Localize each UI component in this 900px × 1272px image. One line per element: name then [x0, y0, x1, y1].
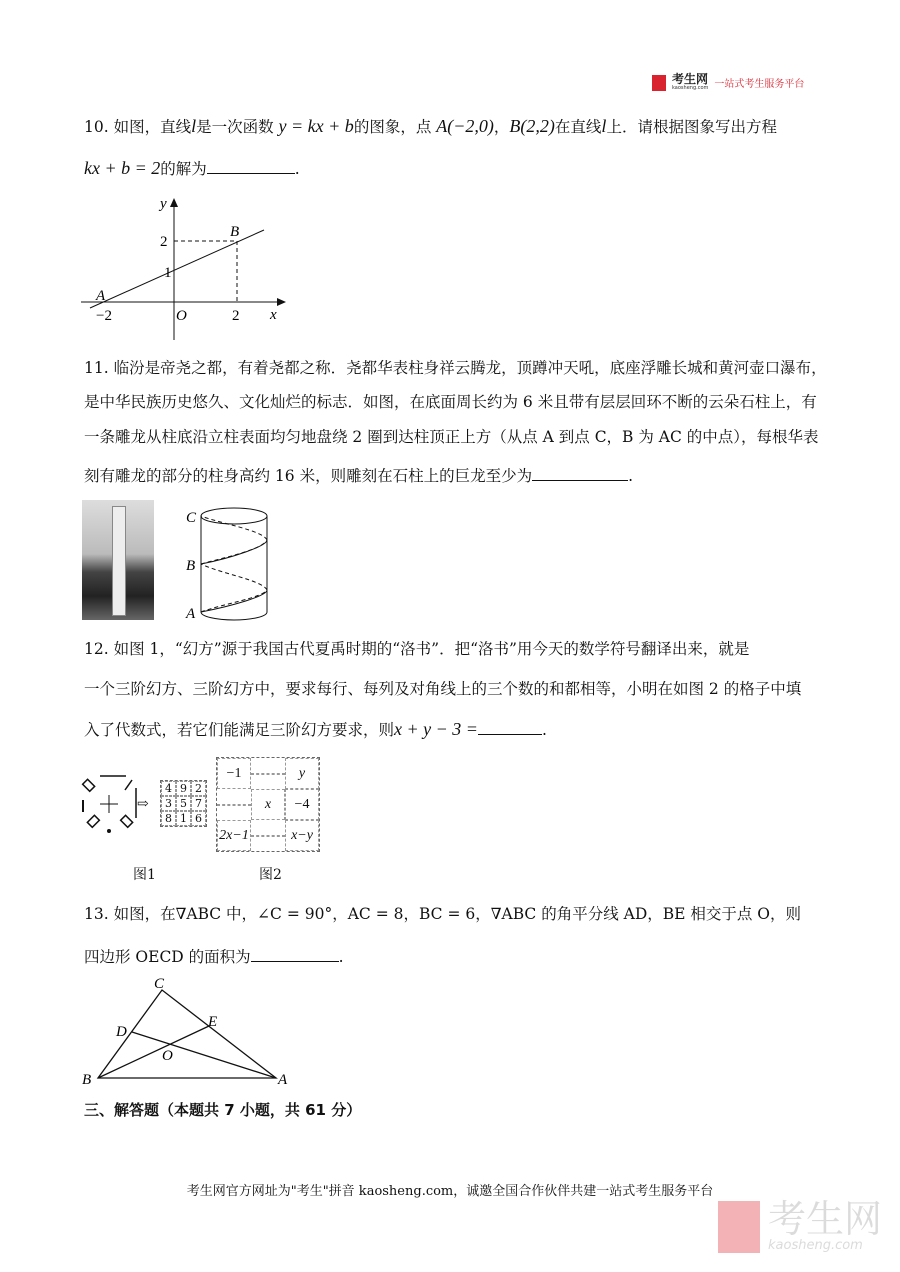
q10-text: 的图象，点: [353, 118, 432, 136]
watermark-domain: kaosheng.com: [768, 1238, 863, 1253]
q13-end: .: [338, 948, 344, 966]
q13-line2: [84, 947, 344, 967]
grid2-cell: −4: [285, 789, 319, 820]
pillar-shape: [112, 506, 126, 616]
label-c: C: [186, 510, 197, 526]
watermark-logo-icon: [718, 1201, 760, 1253]
q10-line1: [84, 116, 777, 137]
label-a: A: [186, 606, 196, 622]
watermark: [718, 1197, 883, 1253]
grid1-cell: 4: [161, 781, 176, 796]
grid2-cell: x: [251, 789, 285, 820]
logo-domain: kaosheng.com: [672, 85, 709, 91]
grid1-cell: 5: [176, 796, 191, 811]
grid1-cell: 3: [161, 796, 176, 811]
fig1-caption: 图1: [133, 867, 156, 883]
tick-neg2: −2: [96, 308, 112, 324]
q10-point-a: A(−2,0): [436, 116, 494, 136]
dashed-guides: [174, 241, 237, 302]
q10-graph: [78, 192, 293, 342]
q10-text: 在直线: [554, 118, 602, 136]
q11-line: 是中华民族历史悠久、文化灿烂的标志．如图，在底面周长约为 6 米且带有层层回环不断的云朵石柱上，有: [84, 393, 817, 411]
q13-text: 四边形 OECD 的面积为: [84, 948, 251, 966]
q10-line2: [84, 158, 300, 179]
magic-square-grid: [216, 757, 320, 852]
grid2-cell: −1: [217, 758, 251, 789]
section-heading: 三、解答题（本题共 7 小题，共 61 分）: [84, 1101, 362, 1119]
answer-blank[interactable]: [478, 720, 542, 735]
line-l: [90, 230, 264, 308]
q12-text: 入了代数式，若它们能满足三阶幻方要求，则: [84, 721, 395, 739]
grid2-cell: [251, 835, 285, 837]
triangle-diagram: [78, 972, 298, 1092]
q12-line3: [84, 719, 547, 740]
grid2-cell: x−y: [285, 820, 319, 851]
label-b: B: [82, 1072, 92, 1088]
grid2-cell: y: [285, 758, 319, 789]
q11-end: .: [628, 467, 634, 485]
q10-text: 是一次函数: [196, 118, 274, 136]
page-footer: 考生网官方网址为"考生"拼音 kaosheng.com，诚邀全国合作伙伴共建一站式考生服务平台: [186, 1184, 714, 1199]
q11-line4: [84, 466, 633, 486]
watermark-name: 考生网: [768, 1197, 883, 1241]
y-label: y: [160, 196, 167, 212]
label-e: E: [208, 1014, 218, 1030]
label-d: D: [116, 1024, 127, 1040]
q10-text: 的解为: [160, 160, 207, 178]
grid2-cell: [217, 804, 251, 806]
q10-l: l: [191, 116, 197, 136]
grid1-cell: 2: [191, 781, 206, 796]
x-label: x: [270, 307, 277, 323]
q10-text: 10. 如图，直线: [84, 118, 192, 136]
tick-1: 1: [164, 265, 172, 281]
q10-text: 上．请根据图象写出方程: [606, 118, 777, 136]
q11-line: 一条雕龙从柱底沿立柱表面均匀地盘绕 2 圈到达柱顶正上方（从点 A 到点 C，B 为 AC 的中点），每根华表: [84, 428, 819, 446]
logo-mark-icon: [652, 75, 666, 91]
x-arrow-icon: [277, 298, 286, 306]
q10-equation2: kx + b = 2: [84, 158, 161, 178]
origin-label: O: [176, 308, 187, 324]
label-o: O: [162, 1048, 173, 1064]
q10-l: l: [601, 116, 607, 136]
header-slogan: 一站式考生服务平台: [714, 79, 805, 90]
q11-line: 11. 临汾是帝尧之都，有着尧都之称．尧都华表柱身祥云腾龙，顶蹲冲天吼，底座浮雕长城和黄河壶口瀑布，: [84, 359, 827, 377]
fig2-caption: 图2: [259, 867, 282, 883]
q12-line: 12. 如图 1，“幻方”源于我国古代夏禹时期的“洛书”．把“洛书”用今天的数学符号翻译出来，就是: [84, 640, 750, 658]
tick-2-x: 2: [232, 308, 240, 324]
q12-equation: x + y − 3 =: [394, 719, 478, 739]
q10-sep: ，: [493, 118, 510, 136]
grid1-cell: 1: [176, 811, 191, 826]
y-arrow-icon: [170, 198, 178, 207]
grid1-cell: 7: [191, 796, 206, 811]
q10-equation: y = kx + b: [278, 116, 354, 136]
logo-name: 考生网: [672, 72, 709, 86]
label-b: B: [186, 558, 196, 574]
label-a: A: [278, 1072, 288, 1088]
q12-end: .: [541, 721, 547, 739]
grid1-cell: 8: [161, 811, 176, 826]
q10-end: .: [294, 160, 300, 178]
label-c: C: [154, 976, 165, 992]
answer-blank[interactable]: [207, 159, 295, 174]
q11-text: 刻有雕龙的部分的柱身高约 16 米，则雕刻在石柱上的巨龙至少为: [84, 467, 533, 485]
pillar-photo: [82, 500, 154, 620]
q10-point-b: B(2,2): [509, 116, 555, 136]
q12-line: 一个三阶幻方、三阶幻方中，要求每行、每列及对角线上的三个数的和都相等，小明在如图 2 的格子中填: [84, 680, 802, 698]
tick-2-y: 2: [160, 234, 168, 250]
luoshu-grid: [160, 780, 207, 827]
answer-blank[interactable]: [532, 466, 628, 481]
cylinder-diagram: [182, 500, 282, 625]
grid2-cell: 2x−1: [217, 820, 251, 851]
label-b: B: [230, 224, 240, 240]
header-logo: [652, 74, 804, 91]
q13-line: 13. 如图，在∇ABC 中，∠C = 90°，AC = 8，BC = 6，∇ABC 的角平分线 AD，BE 相交于点 O，则: [84, 905, 802, 923]
answer-blank[interactable]: [251, 947, 339, 962]
grid1-cell: 6: [191, 811, 206, 826]
arrow-icon: ⇨: [137, 796, 149, 812]
grid1-cell: 9: [176, 781, 191, 796]
label-a: A: [96, 288, 106, 304]
grid2-cell: [251, 773, 285, 775]
